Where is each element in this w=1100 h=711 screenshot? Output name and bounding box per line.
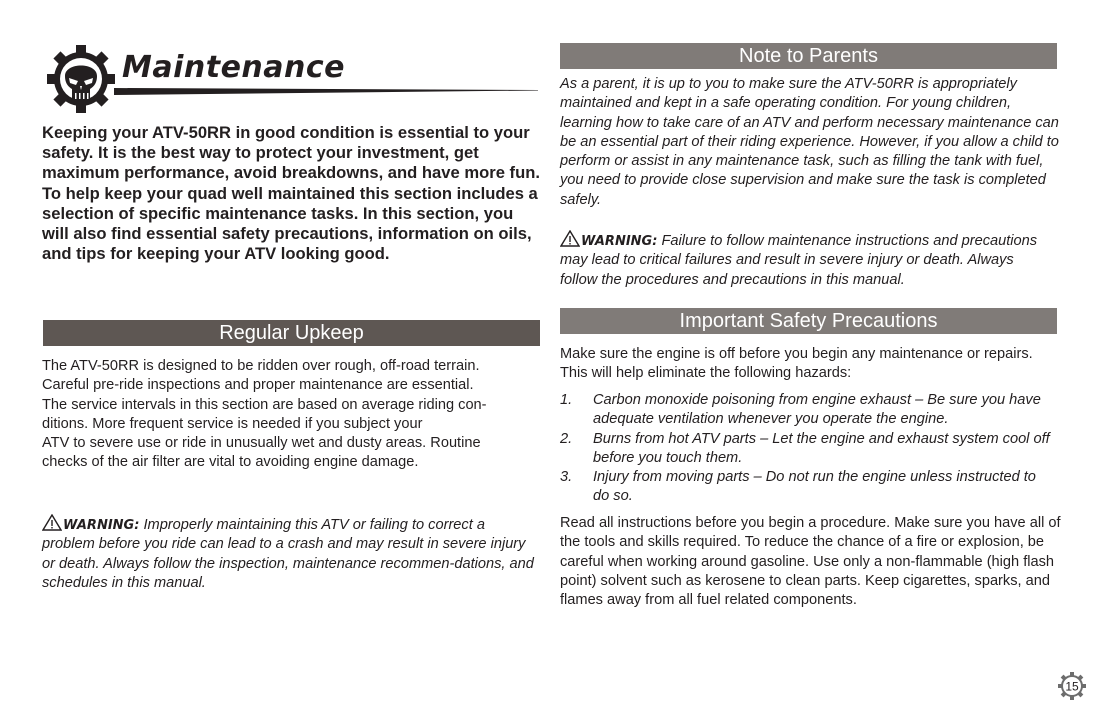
hazard-item [560, 391, 1050, 430]
warning-icon [42, 514, 62, 531]
regular-upkeep-line: Careful pre-ride inspections and proper maintenance are essential. [42, 377, 474, 394]
regular-upkeep-body [42, 357, 542, 473]
hazard-text: Injury from moving parts – Do not run the engine unless instructed to do so. [593, 469, 1036, 505]
page-number: 15 [1065, 679, 1079, 694]
hazard-number: 3. [560, 469, 573, 486]
warning-label: WARNING: [63, 518, 140, 533]
title-underline [114, 86, 538, 96]
regular-upkeep-line: The service intervals in this section are based on average riding con- [42, 396, 487, 413]
note-to-parents-body: As a parent, it is up to you to make sure the ATV-50RR is appropriately maintained and kept in a safe operating condition. For young children, learning how to take care of an ATV and perform necessary maintenance can be an essential part of their riding experience. However, if you allow a child to perform or assist in any maintenance task, such as filling the tank with fuel, you need to provide close supervision and make sure the task is completed safely. [560, 76, 1059, 208]
warning-icon [560, 230, 580, 247]
regular-upkeep-warning [42, 514, 534, 593]
intro-paragraph: Keeping your ATV-50RR in good condition is essential to your safety. It is the best way to protect your investment, get maximum performance, avoid breakdowns, and have more fun. To help keep your quad well maintained this section includes a selection of specific maintenance tasks. In this section, you will also find essential safety precautions, information on oils, and tips for keeping your ATV looking good. [42, 123, 540, 264]
hazard-text: Burns from hot ATV parts – Let the engine and exhaust system cool off before you touch them. [593, 430, 1050, 466]
section-title-block [44, 42, 538, 112]
regular-upkeep-heading: Regular Upkeep [43, 320, 540, 346]
regular-upkeep-line: ditions. More frequent service is needed if you subject your [42, 415, 423, 432]
regular-upkeep-line: ATV to severe use or ride in unusually wet and dusty areas. Routine [42, 435, 481, 452]
safety-precautions-intro: Make sure the engine is off before you begin any maintenance or repairs. This will help eliminate the following hazards: [560, 346, 1033, 382]
warning-label: WARNING: [581, 234, 658, 249]
gear-skull-icon [44, 42, 118, 116]
hazard-text: Carbon monoxide poisoning from engine exhaust – Be sure you have adequate ventilation whenever you operate the engine. [593, 392, 1041, 428]
hazard-item [560, 430, 1050, 469]
safety-precautions-heading: Important Safety Precautions [560, 308, 1057, 334]
regular-upkeep-line: checks of the air filter are vital to avoiding engine damage. [42, 454, 419, 471]
hazard-item [560, 468, 1050, 507]
warning-text: Improperly maintaining this ATV or failing to correct a problem before you ride can lead to a crash and may result in severe injury or death. Always follow the inspection, maintenance recommen-dations, and schedules in this manual. [42, 517, 534, 591]
hazard-number: 2. [560, 430, 573, 447]
gear-icon [1057, 671, 1087, 701]
page-title: Maintenance [122, 50, 346, 85]
note-to-parents-warning [560, 230, 1052, 290]
regular-upkeep-line: The ATV-50RR is designed to be ridden over rough, off-road terrain. [42, 358, 480, 374]
page-number-badge [1057, 671, 1087, 701]
warning-text: Failure to follow maintenance instructions and precautions may lead to critical failures and result in severe injury or death. Always follow the procedures and precautions in this manual. [560, 233, 1038, 288]
hazards-list [560, 391, 1050, 507]
hazard-number: 1. [560, 392, 573, 408]
note-to-parents-heading: Note to Parents [560, 43, 1057, 69]
safety-precautions-closing: Read all instructions before you begin a procedure. Make sure you have all of the tools and skills required. To reduce the chance of a fire or explosion, be careful when working around gasoline. Use only a non-flammable (high flash point) solvent such as kerosene to clean parts. Keep cigarettes, sparks, and flames away from all fuel related components. [560, 515, 1061, 609]
